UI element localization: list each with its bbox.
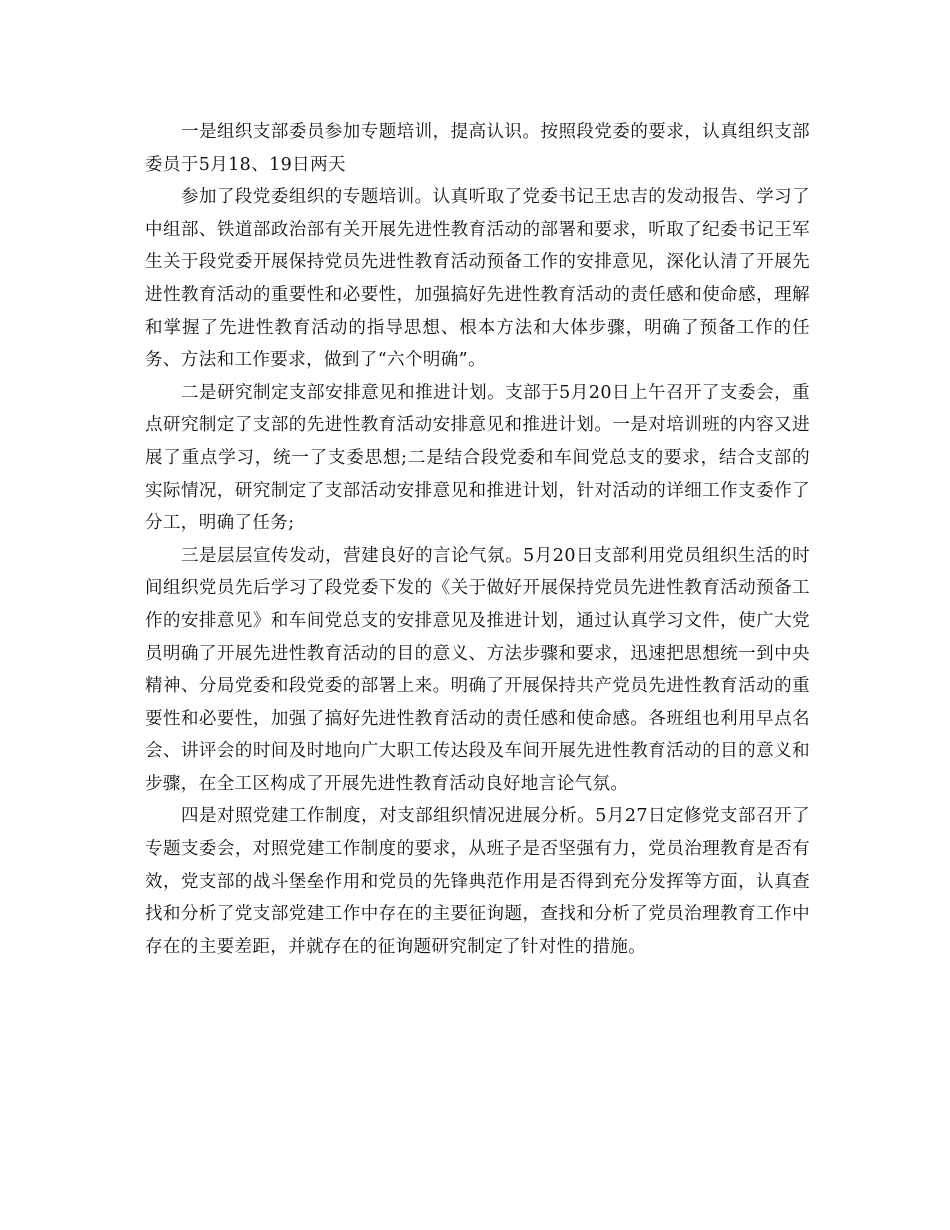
document-body [145, 116, 810, 963]
paragraph-5: 四是对照党建工作制度，对支部组织情况进展分析。5月27日定修党支部召开了专题支委会，对照党建工作制度的要求，从班子是否坚强有力，党员治理教育是否有效，党支部的战斗堡垒作用和党员的先锋典范作用是否得到充分发挥等方面，认真查找和分析了党支部党建工作中存在的主要征询题，查找和分析了党员治理教育工作中存在的主要差距，并就存在的征询题研究制定了针对性的措施。 [145, 806, 810, 957]
paragraph-4: 三是层层宣传发动，营建良好的言论气氛。5月20日支部利用党员组织生活的时间组织党员先后学习了段党委下发的《关于做好开展保持党员先进性教育活动预备工作的安排意见》和车间党总支的安排意见及推进计划，通过认真学习文件，使广大党员明确了开展先进性教育活动的目的意义、方法步骤和要求，迅速把思想统一到中央精神、分局党委和段党委的部署上来。明确了开展保持共产党员先进性教育活动的重要性和必要性，加强了搞好先进性教育活动的责任感和使命感。各班组也利用早点名会、讲评会的时间及时地向广大职工传达段及车间开展先进性教育活动的目的意义和步骤，在全工区构成了开展先进性教育活动良好地言论气氛。 [145, 545, 810, 794]
paragraph-3: 二是研究制定支部安排意见和推进计划。支部于5月20日上午召开了支委会，重点研究制定了支部的先进性教育活动安排意见和推进计划。一是对培训班的内容又进展了重点学习，统一了支委思想;二是结合段党委和车间党总支的要求，结合支部的实际情况，研究制定了支部活动安排意见和推进计划，针对活动的详细工作支委作了分工，明确了任务; [145, 382, 810, 534]
paragraph-2: 参加了段党委组织的专题培训。认真听取了党委书记王忠吉的发动报告、学习了中组部、铁道部政治部有关开展先进性教育活动的部署和要求，听取了纪委书记王军生关于段党委开展保持党员先进性教育活动预备工作的安排意见，深化认清了开展先进性教育活动的重要性和必要性，加强搞好先进性教育活动的责任感和使命感，理解和掌握了先进性教育活动的指导思想、根本方法和大体步骤，明确了预备工作的任务、方法和工作要求，做到了“六个明确”。 [145, 187, 810, 371]
paragraph-1: 一是组织支部委员参加专题培训，提高认识。按照段党委的要求，认真组织支部委员于5月18、19日两天 [145, 122, 810, 175]
